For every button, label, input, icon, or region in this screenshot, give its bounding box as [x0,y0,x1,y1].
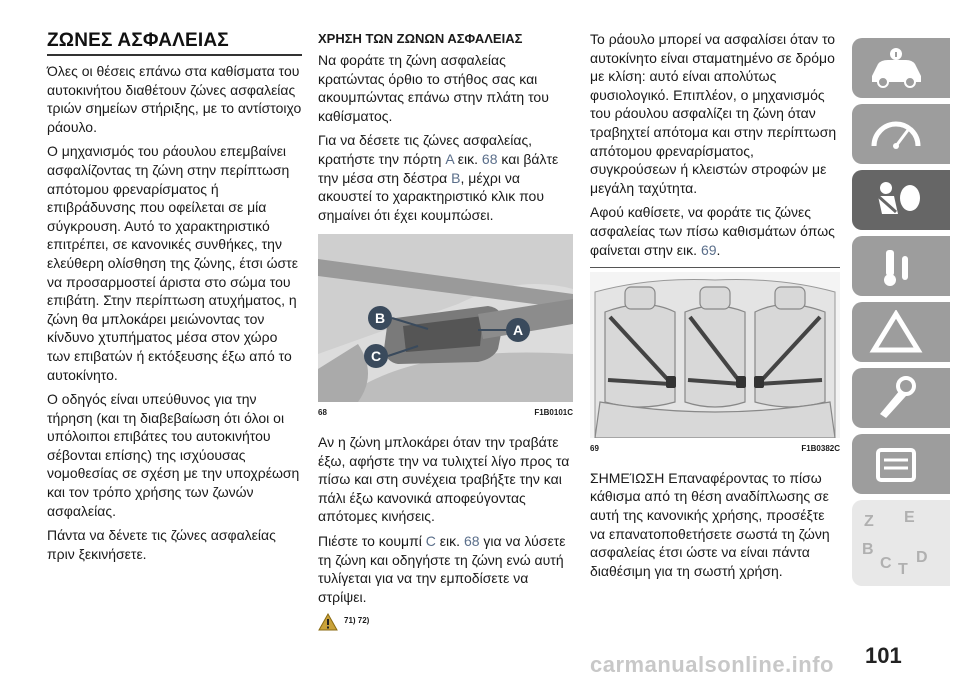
figure-caption [590,440,840,459]
chapter-tabs [852,38,950,592]
steering-wheel-icon [866,244,926,288]
fig-ref-69[interactable]: 69 [700,241,717,258]
warning-refs: 71) 72) [344,616,370,626]
tab-specifications[interactable] [852,434,950,494]
svg-text:T: T [898,561,908,578]
paragraph: Όλες οι θέσεις επάνω στα καθίσματα του αυτοκινήτου διαθέτουν ζώνες ασφαλείας τριών σημείων στήριξης, με το αντίστοιχο ράουλο. [47,63,302,135]
tools-icon [866,376,926,420]
ref-b: B [451,169,461,186]
figure-number: 69 [590,444,599,454]
paragraph: Αν η ζώνη μπλοκάρει όταν την τραβάτε έξω, αφήστε την να τυλιχτεί λίγο προς τα πίσω και στη συνέχεια τραβήξτε την και πάλι έξω κανονικά αποφεύγοντας απότομες κινήσεις. [318,433,570,525]
tab-emergency[interactable] [852,302,950,362]
warning-triangle-icon [866,310,926,354]
figure-caption [318,404,573,423]
paragraph: Να φοράτε τη ζώνη ασφαλείας κρατώντας όρθιο το στήθος σας και ακουμπώντας επάνω στην πλάτη του καθίσματος. [318,52,549,124]
callout-a: A [512,322,524,339]
column-2 [318,30,573,631]
svg-text:D: D [916,549,928,566]
figure-code: F1B0382C [801,444,840,454]
figure-number: 68 [318,408,327,418]
paragraph: Το ράουλο μπορεί να ασφαλίσει όταν το αυτοκίνητο είναι σταματημένο σε δρόμο με κλίση: αυτό είναι απολύτως φυσιολογικό. Επιπλέον, ο μηχανισμός του ράουλου ασφαλίζει τη ζώνη όταν τραβηχτεί απότομα και στην περίπτωση απότομου φρεναρίσματος, συγκρούσεων ή κλειστών στροφών με μεγάλη ταχύτητα. [590,31,837,196]
watermark: carmanualsonline.info [590,652,834,677]
tab-safety[interactable] [852,170,950,230]
car-info-icon [866,46,926,90]
column-3 [590,30,840,586]
rear-seat-belts-illustration [590,272,840,438]
paragraph: Για να δέσετε τις ζώνες ασφαλείας, κρατήστε την πόρτη A εικ. 68 και βάλτε την μέσα στη δέστρα B, μέχρι να ακουστεί το χαρακτηριστικό κλικ που σημαίνει ότι έχει κουμπώσει. [318,132,559,223]
callout-c: C [370,348,382,365]
svg-text:B: B [862,541,874,558]
figure-code: F1B0101C [534,408,573,418]
specifications-icon [866,442,926,486]
paragraph: Πάντα να δένετε τις ζώνες ασφαλείας πριν ξεκινήσετε. [47,527,276,562]
ref-a: A [445,150,454,167]
dashboard-gauge-icon [866,112,926,156]
warning-note [318,612,573,631]
figure-top-rule [590,267,840,268]
seatbelt-buckle-illustration [318,234,573,402]
page-number: 101 [865,643,902,668]
title-rule [47,54,302,56]
column-1 [47,30,302,569]
figure-69-rear-seats [590,272,840,438]
section-title: ΖΩΝΕΣ ΑΣΦΑΛΕΙΑΣ [47,30,229,51]
warning-triangle-icon [318,613,338,631]
paragraph: Ο μηχανισμός του ράουλου επεμβαίνει ασφαλίζοντας τη ζώνη στην περίπτωση απότομου φρεναρίσματος ή επιβράδυνσης που οφείλεται σε μία σύγκρουση. Αυτό το χαρακτηριστικό επιτρέπει, σε κανονικές συνθήκες, την ελεύθερη ολίσθηση της ζώνης, έτσι ώστε να προσαρμοστεί άριστα στο σώμα του επιβάτη. Στην περίπτωση ατυχήματος, η ζώνη θα μπλοκάρει μειώνοντας τον κίνδυνο χτυπήματος μέσα στον χώρο των επιβατών ή εκτόξευσης έξω από το αυτοκίνητο. [47,143,298,383]
index-letters-icon [858,504,938,584]
svg-text:C: C [880,555,892,572]
paragraph-note: ΣΗΜΕΊΩΣΗ Επαναφέροντας το πίσω κάθισμα από τη θέση αναδίπλωσης σε αυτή της κανονικής χρήσης, προσέξτε να επανατοποθετήσετε σωστά τη ζώνη ασφαλείας έτσι ώστε να είναι πάντα διαθέσιμη για τη σωστή χρήση. [590,469,830,579]
fig-ref-68[interactable]: 68 [463,532,480,549]
seat-airbag-safety-icon [866,178,926,222]
paragraph: Ο οδηγός είναι υπεύθυνος για την τήρηση (και τη διαβεβαίωση ότι όλοι οι υπόλοιποι επιβάτες του αυτοκινήτου σέβονται επίσης) της ισχύουσας νομοθεσίας σε σχέση με την υποχρέωση και τον τρόπο χρήσης των ζωνών ασφαλείας. [47,391,300,519]
svg-text:Z: Z [864,513,874,530]
paragraph: Αφού καθίσετε, να φοράτε τις ζώνες ασφαλείας των πίσω καθισμάτων όπως φαίνεται στην εικ. 69. [590,204,835,258]
tab-maintenance[interactable] [852,368,950,428]
figure-68-seatbelt-buckle [318,234,573,402]
ref-c: C [425,532,436,549]
svg-text:E: E [904,509,915,526]
tab-starting-driving[interactable] [852,236,950,296]
tab-car-info[interactable] [852,38,950,98]
paragraph: Πιέστε το κουμπί C εικ. 68 για να λύσετε τη ζώνη και οδηγήστε τη ζώνη ενώ αυτή τυλίγεται για να την εμποδίσετε να στρίψει. [318,532,566,605]
subsection-heading: ΧΡΗΣΗ ΤΩΝ ΖΩΝΩΝ ΑΣΦΑΛΕΙΑΣ [318,31,523,46]
tab-dashboard[interactable] [852,104,950,164]
fig-ref-68[interactable]: 68 [481,150,498,167]
tab-index[interactable] [852,500,950,586]
callout-b: B [374,310,386,327]
